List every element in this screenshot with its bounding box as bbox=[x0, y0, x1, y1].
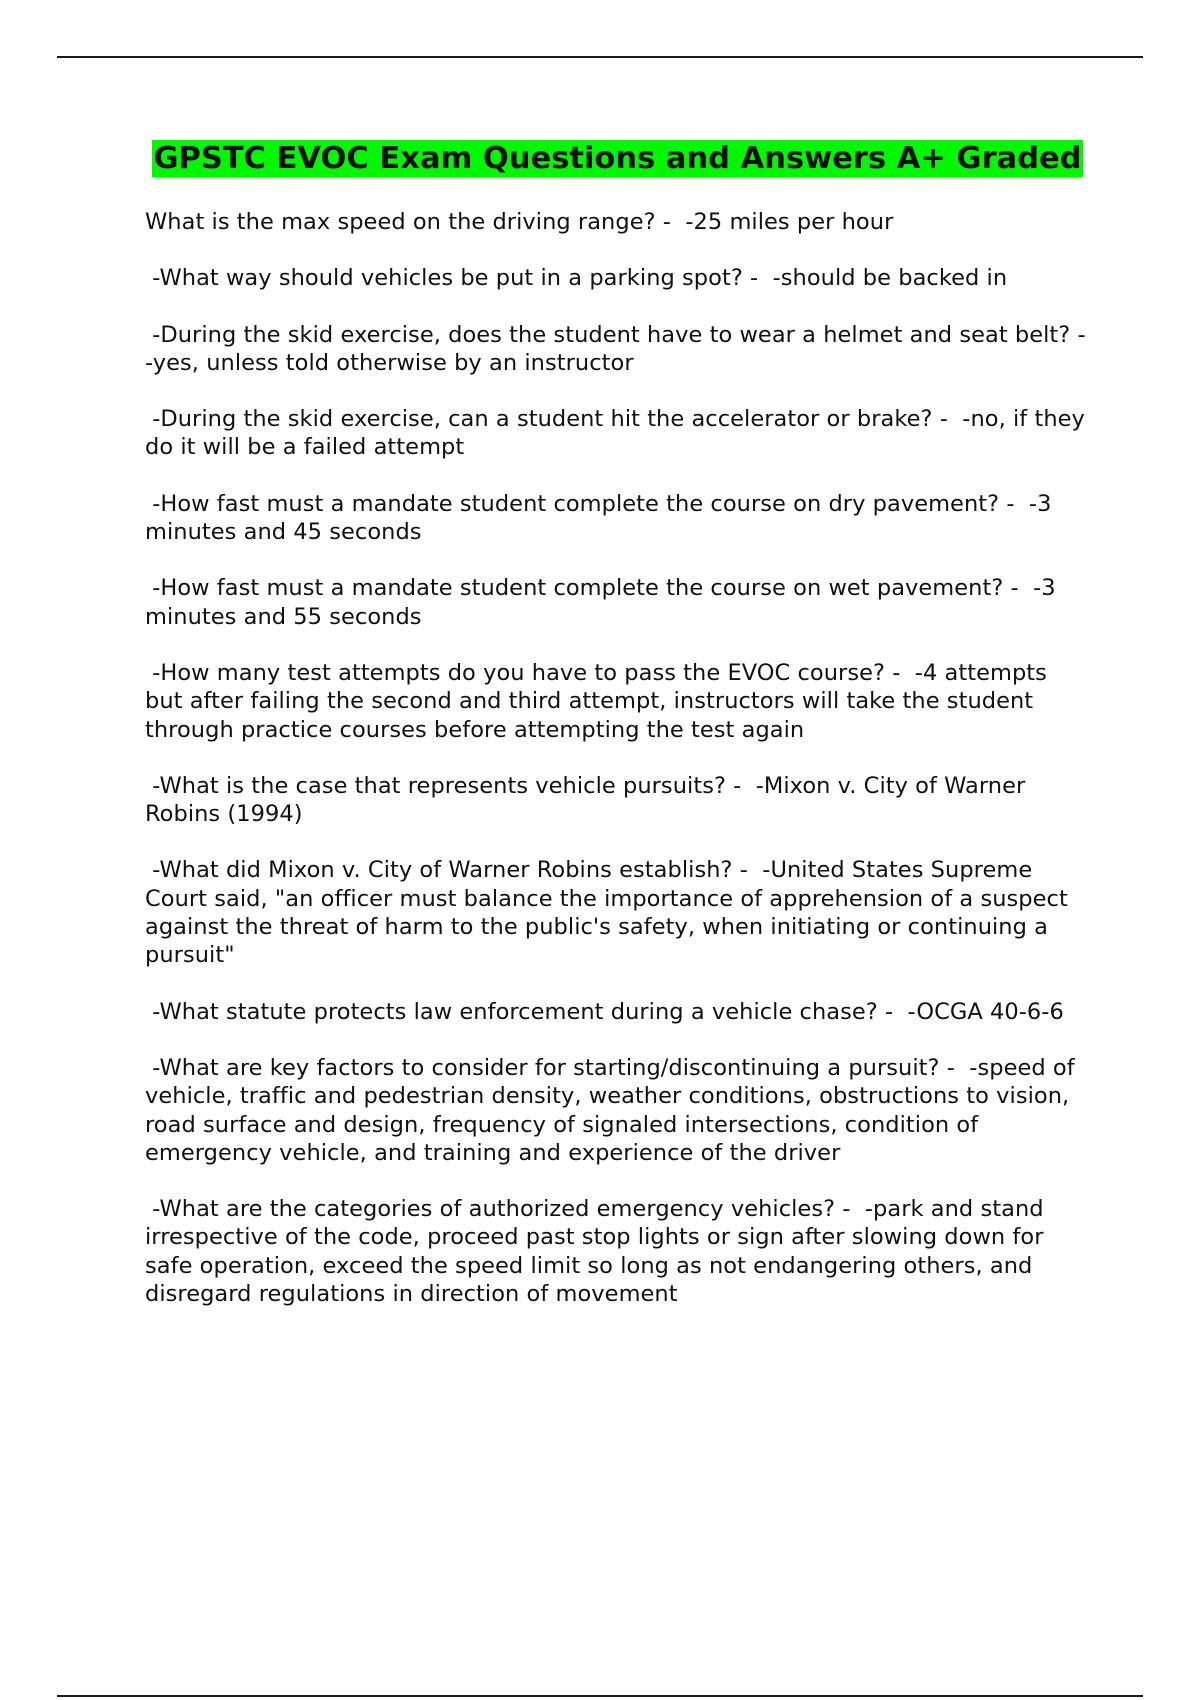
header-rule bbox=[57, 56, 1143, 58]
qa-item: -How fast must a mandate student complete the course on wet pavement? - -3 minutes and 55 seconds bbox=[145, 575, 1063, 630]
qa-item: -What is the case that represents vehicle pursuits? - -Mixon v. City of Warner Robins (1994) bbox=[145, 772, 1033, 828]
title-block bbox=[145, 140, 1090, 178]
document-body bbox=[145, 140, 1101, 1336]
footer-rule bbox=[57, 1695, 1143, 1697]
qa-item: -How fast must a mandate student complete the course on dry pavement? - -3 minutes and 45 seconds bbox=[145, 490, 1059, 546]
qa-item: What is the max speed on the driving range? - -25 miles per hour bbox=[145, 209, 894, 235]
qa-item: -How many test attempts do you have to pass the EVOC course? - -4 attempts but after failing the second and third attempt, instructors will take the student through practice courses before attempting the test again bbox=[145, 659, 1055, 743]
qa-item: -What way should vehicles be put in a parking spot? - -should be backed in bbox=[145, 265, 1008, 292]
qa-item: -What statute protects law enforcement during a vehicle chase? - -OCGA 40-6-6 bbox=[145, 998, 1064, 1025]
qa-item: -During the skid exercise, does the student have to wear a helmet and seat belt? - -yes, unless told otherwise by an instructor bbox=[145, 321, 1101, 376]
qa-item: -What are key factors to consider for starting/discontinuing a pursuit? - -speed of vehicle, traffic and pedestrian density, weather conditions, obstructions to vision, road surface and design, frequency of signaled intersections, condition of emergency vehicle, and training and experience of the driver bbox=[145, 1054, 1082, 1166]
qa-item: -During the skid exercise, can a student hit the accelerator or brake? - -no, if they do it will be a failed attempt bbox=[145, 406, 1093, 461]
qa-item: -What are the categories of authorized emergency vehicles? - -park and stand irrespective of the code, proceed past stop lights or sign after slowing down for safe operation, exceed the speed limit so long as not endangering others, and disregard regulations in direction of movement bbox=[145, 1196, 1051, 1308]
qa-item: -What did Mixon v. City of Warner Robins establish? - -United States Supreme Court said, "an officer must balance the importance of apprehension of a suspect against the threat of harm to the public's safety, when initiating or continuing a pursuit" bbox=[145, 857, 1076, 969]
document-title: GPSTC EVOC Exam Questions and Answers A+ Graded bbox=[153, 141, 1082, 176]
